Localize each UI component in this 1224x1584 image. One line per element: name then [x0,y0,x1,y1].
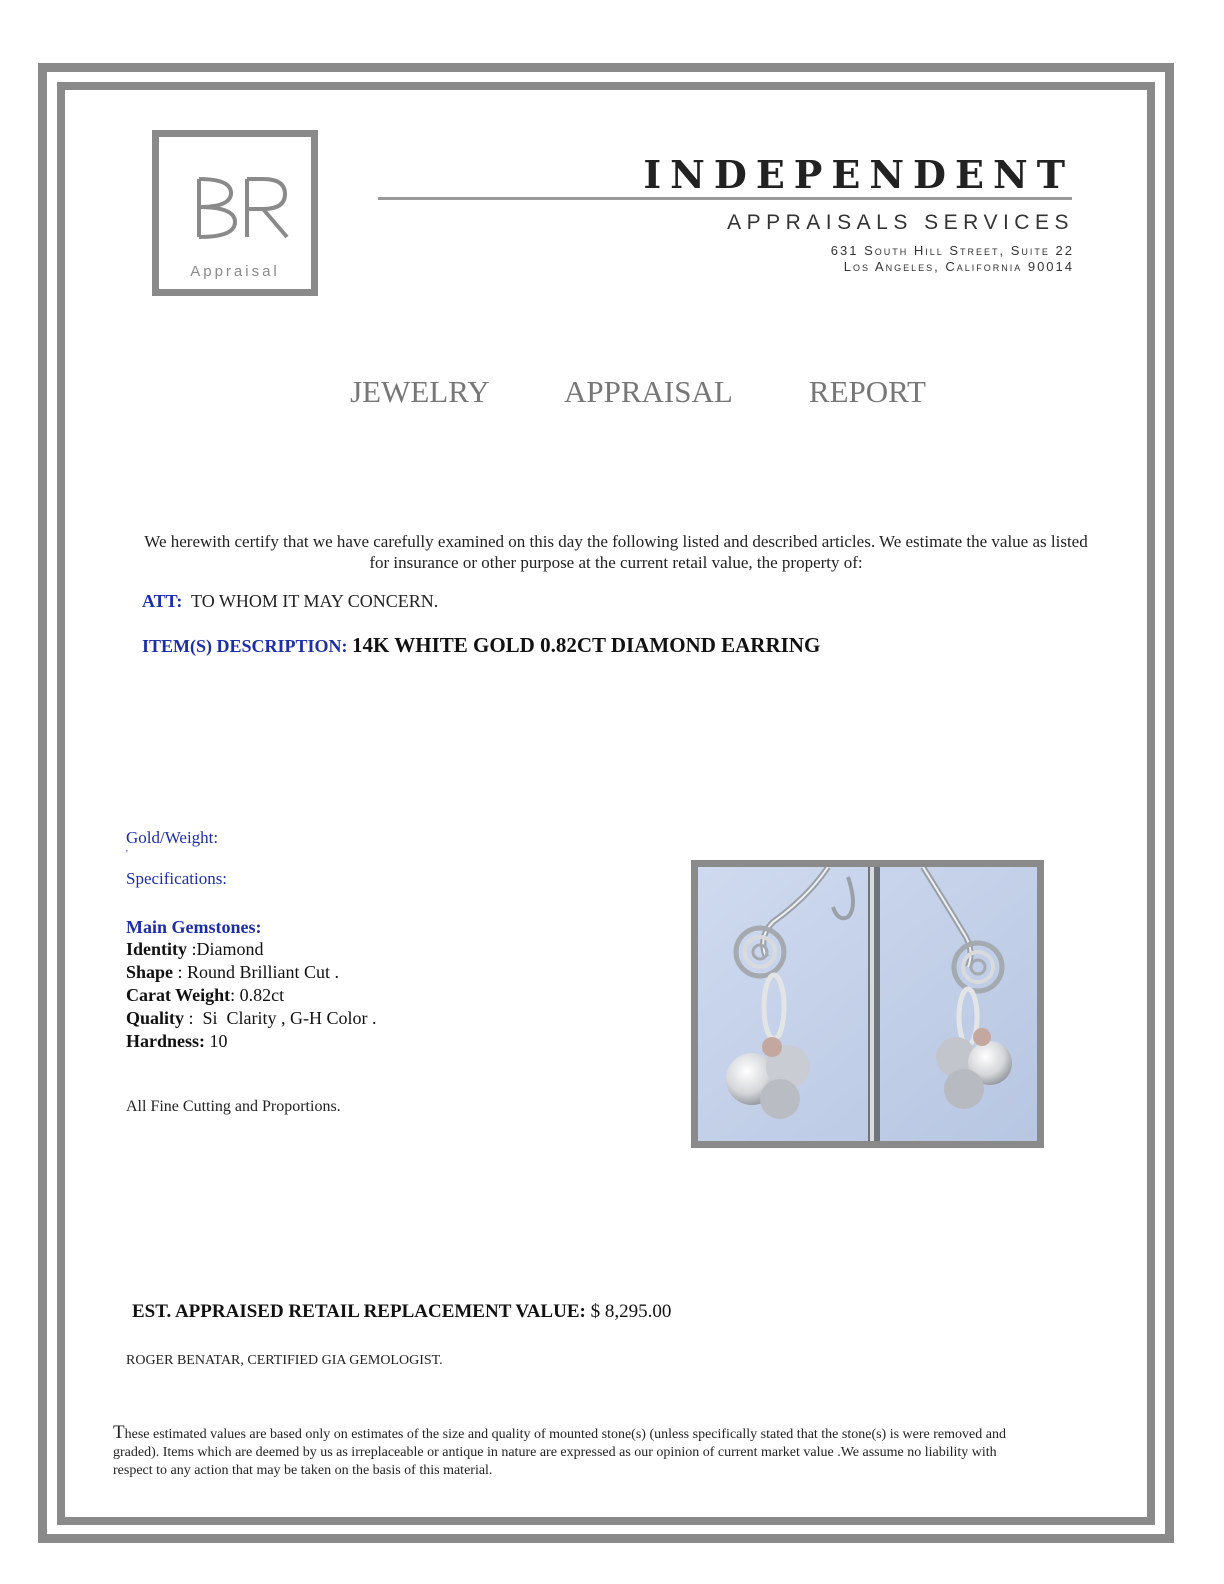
appraised-value-line [132,1301,671,1323]
certification-statement: We herewith certify that we have carefully examined on this day the following listed and described articles. We estimate the value as listed for insurance or other purpose at the current retail value, the property of: [144,532,1088,572]
item-description [142,633,820,658]
shape-value: : Round Brilliant Cut . [173,962,340,982]
appraised-value-amount: $ 8,295.00 [585,1301,672,1322]
disclaimer-first-letter: T [113,1422,125,1443]
specifications-label: Specifications: [126,869,228,888]
company-name: INDEPENDENT [643,152,1074,197]
quality-label: Quality [126,1008,185,1028]
report-title: JEWELRY APPRAISAL REPORT [350,374,926,409]
hardness-label: Hardness: [126,1031,206,1051]
item-value: 14K WHITE GOLD 0.82CT DIAMOND EARRING [352,633,821,657]
appraised-value-label: EST. APPRAISED RETAIL REPLACEMENT VALUE: [132,1301,586,1322]
carat-label: Carat Weight [126,985,231,1005]
disclaimer-text: hese estimated values are based only on estimates of the size and quality of mounted stone(s) (unless specifically stated that the stone(s) is were removed and graded). Items which are deemed by us as irreplaceable or antique in nature are expressed as our opinion of current market value .We assume no liability with respect to any action that may be taken on the basis of this material. [113,1427,1006,1478]
identity-line [126,939,264,960]
carat-value: : 0.82ct [230,985,285,1005]
address-line-2: Los Angeles, California 90014 [843,259,1074,274]
gold-weight-label: Gold/Weight: [126,828,219,847]
earring-illustration-icon [698,867,1037,1141]
disclaimer [113,1424,1033,1480]
carat-line [126,985,284,1006]
att-label: ATT: [142,591,183,611]
hardness-value: 10 [205,1031,228,1051]
att-line [142,591,438,612]
identity-label: Identity [126,939,188,959]
gemologist-name: ROGER BENATAR, CERTIFIED GIA GEMOLOGIST. [126,1353,443,1368]
att-value: TO WHOM IT MAY CONCERN. [191,591,439,611]
quality-line [126,1008,377,1029]
shape-line [126,962,339,983]
fine-cutting-note: All Fine Cutting and Proportions. [126,1098,341,1115]
identity-value: :Diamond [187,939,264,959]
shape-label: Shape [126,962,174,982]
address-line-1: 631 South Hill Street, Suite 22 [830,243,1074,258]
earring-photo [691,860,1044,1148]
item-label: ITEM(S) DESCRIPTION: [142,636,348,656]
logo-subtitle: Appraisal [190,263,280,280]
main-gemstones-heading: Main Gemstones: [126,917,262,937]
company-subtitle: APPRAISALS SERVICES [727,211,1074,234]
header-rule [378,197,1072,200]
br-appraisal-logo [152,130,318,296]
tick-mark: ' [126,849,128,860]
hardness-line [126,1031,228,1052]
quality-value: : Si Clarity , G-H Color . [184,1008,377,1028]
